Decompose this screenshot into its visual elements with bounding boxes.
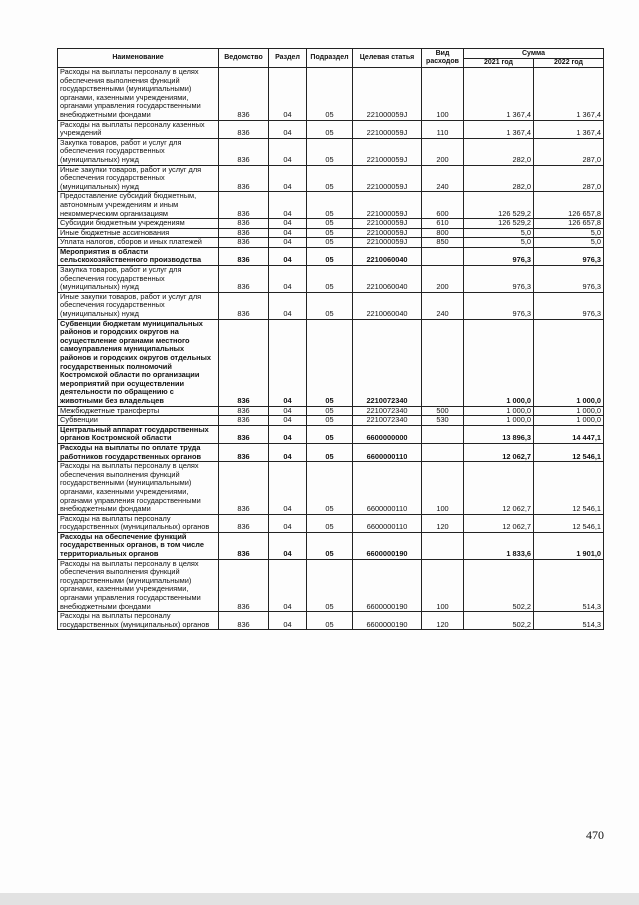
row-dept: 836 (219, 266, 269, 293)
row-target: 2210060040 (353, 292, 422, 319)
row-sum-2022: 287,0 (534, 138, 604, 165)
row-section: 04 (269, 219, 307, 229)
row-dept: 836 (219, 319, 269, 406)
row-subsection: 05 (307, 416, 353, 426)
row-target: 221000059J (353, 68, 422, 121)
row-sum-2022: 1 000,0 (534, 416, 604, 426)
row-target: 2210072340 (353, 416, 422, 426)
table-row (58, 165, 604, 192)
row-sum-2021: 12 062,7 (464, 443, 534, 461)
row-target: 6600000000 (353, 425, 422, 443)
row-section: 04 (269, 514, 307, 532)
row-subsection: 05 (307, 138, 353, 165)
table-row (58, 514, 604, 532)
row-target: 221000059J (353, 120, 422, 138)
row-subsection: 05 (307, 406, 353, 416)
row-dept: 836 (219, 192, 269, 219)
row-name: Расходы на выплаты персоналу государственных (муниципальных) органов (58, 612, 219, 630)
row-type (422, 425, 464, 443)
row-subsection: 05 (307, 68, 353, 121)
row-sum-2021: 126 529,2 (464, 192, 534, 219)
row-type: 200 (422, 266, 464, 293)
row-section: 04 (269, 138, 307, 165)
row-name: Расходы на выплаты персоналу в целях обеспечения выполнения функций государственными (муниципальными) органами, казенными учреждениями, органами управления государственными внебюджетными фондами (58, 68, 219, 121)
row-type: 500 (422, 406, 464, 416)
row-section: 04 (269, 192, 307, 219)
row-name: Расходы на выплаты персоналу в целях обеспечения выполнения функций государственными (муниципальными) органами, казенными учреждениями, органами управления государственными внебюджетными фондами (58, 559, 219, 612)
row-dept: 836 (219, 612, 269, 630)
row-sum-2021: 282,0 (464, 138, 534, 165)
row-sum-2022: 1 367,4 (534, 120, 604, 138)
row-sum-2021: 5,0 (464, 228, 534, 238)
row-target: 221000059J (353, 238, 422, 248)
row-sum-2021: 1 367,4 (464, 68, 534, 121)
row-subsection: 05 (307, 219, 353, 229)
row-subsection: 05 (307, 462, 353, 515)
row-section: 04 (269, 266, 307, 293)
table-row (58, 612, 604, 630)
table-row (58, 68, 604, 121)
row-target: 221000059J (353, 219, 422, 229)
row-subsection: 05 (307, 319, 353, 406)
row-name: Предоставление субсидий бюджетным, автономным учреждениям и иным некоммерческим организациям (58, 192, 219, 219)
row-type: 850 (422, 238, 464, 248)
row-sum-2022: 1 000,0 (534, 319, 604, 406)
row-type: 600 (422, 192, 464, 219)
row-sum-2021: 282,0 (464, 165, 534, 192)
row-dept: 836 (219, 292, 269, 319)
row-sum-2021: 502,2 (464, 559, 534, 612)
row-section: 04 (269, 292, 307, 319)
row-name: Закупка товаров, работ и услуг для обеспечения государственных (муниципальных) нужд (58, 138, 219, 165)
row-subsection: 05 (307, 192, 353, 219)
row-section: 04 (269, 559, 307, 612)
row-type: 610 (422, 219, 464, 229)
row-name: Расходы на выплаты по оплате труда работников государственных органов (58, 443, 219, 461)
row-sum-2022: 1 000,0 (534, 406, 604, 416)
scan-edge (0, 893, 639, 905)
table-row (58, 532, 604, 559)
row-subsection: 05 (307, 120, 353, 138)
row-dept: 836 (219, 238, 269, 248)
row-sum-2021: 13 896,3 (464, 425, 534, 443)
row-name: Субсидии бюджетным учреждениям (58, 219, 219, 229)
row-sum-2022: 5,0 (534, 228, 604, 238)
row-target: 6600000190 (353, 532, 422, 559)
row-dept: 836 (219, 425, 269, 443)
row-subsection: 05 (307, 247, 353, 265)
row-section: 04 (269, 228, 307, 238)
row-section: 04 (269, 120, 307, 138)
row-type: 120 (422, 514, 464, 532)
table-row (58, 120, 604, 138)
row-sum-2021: 976,3 (464, 292, 534, 319)
row-dept: 836 (219, 219, 269, 229)
table-body (58, 68, 604, 630)
page-number: 470 (586, 828, 604, 842)
row-section: 04 (269, 425, 307, 443)
row-section: 04 (269, 406, 307, 416)
table-row (58, 138, 604, 165)
row-sum-2022: 126 657,8 (534, 192, 604, 219)
row-subsection: 05 (307, 228, 353, 238)
row-name: Расходы на выплаты персоналу государственных (муниципальных) органов (58, 514, 219, 532)
table-row (58, 443, 604, 461)
table-row (58, 247, 604, 265)
row-section: 04 (269, 612, 307, 630)
row-type: 240 (422, 292, 464, 319)
row-target: 2210060040 (353, 266, 422, 293)
header-section: Раздел (269, 49, 307, 68)
row-dept: 836 (219, 532, 269, 559)
row-type: 110 (422, 120, 464, 138)
row-section: 04 (269, 443, 307, 461)
table-row (58, 238, 604, 248)
table-row (58, 416, 604, 426)
row-dept: 836 (219, 559, 269, 612)
row-target: 6600000110 (353, 514, 422, 532)
row-name: Иные бюджетные ассигнования (58, 228, 219, 238)
row-dept: 836 (219, 416, 269, 426)
row-section: 04 (269, 319, 307, 406)
row-target: 6600000110 (353, 443, 422, 461)
table-row (58, 228, 604, 238)
row-target: 2210072340 (353, 319, 422, 406)
row-section: 04 (269, 238, 307, 248)
table-row (58, 559, 604, 612)
row-sum-2022: 12 546,1 (534, 514, 604, 532)
budget-table (57, 48, 604, 630)
row-sum-2022: 287,0 (534, 165, 604, 192)
table-row (58, 462, 604, 515)
row-name: Расходы на обеспечение функций государственных органов, в том числе территориальных органов (58, 532, 219, 559)
row-sum-2021: 126 529,2 (464, 219, 534, 229)
row-type: 200 (422, 138, 464, 165)
row-sum-2022: 514,3 (534, 559, 604, 612)
row-sum-2022: 12 546,1 (534, 443, 604, 461)
header-year-2021: 2021 год (464, 59, 534, 68)
row-sum-2022: 12 546,1 (534, 462, 604, 515)
header-sum: Сумма (464, 49, 604, 59)
row-target: 2210072340 (353, 406, 422, 416)
row-name: Иные закупки товаров, работ и услуг для обеспечения государственных (муниципальных) нужд (58, 165, 219, 192)
row-sum-2021: 12 062,7 (464, 514, 534, 532)
row-subsection: 05 (307, 443, 353, 461)
row-sum-2021: 5,0 (464, 238, 534, 248)
row-section: 04 (269, 68, 307, 121)
header-name: Наименование (58, 49, 219, 68)
row-sum-2021: 502,2 (464, 612, 534, 630)
row-name: Закупка товаров, работ и услуг для обеспечения государственных (муниципальных) нужд (58, 266, 219, 293)
row-type: 800 (422, 228, 464, 238)
row-dept: 836 (219, 68, 269, 121)
row-subsection: 05 (307, 266, 353, 293)
row-type: 100 (422, 68, 464, 121)
row-name: Субвенции (58, 416, 219, 426)
row-section: 04 (269, 247, 307, 265)
row-subsection: 05 (307, 425, 353, 443)
row-dept: 836 (219, 165, 269, 192)
row-sum-2022: 1 367,4 (534, 68, 604, 121)
row-dept: 836 (219, 462, 269, 515)
row-type (422, 532, 464, 559)
header-subsection: Подраздел (307, 49, 353, 68)
header-dept: Ведомство (219, 49, 269, 68)
row-dept: 836 (219, 120, 269, 138)
row-sum-2022: 976,3 (534, 247, 604, 265)
row-target: 6600000190 (353, 559, 422, 612)
header-year-2022: 2022 год (534, 59, 604, 68)
row-dept: 836 (219, 138, 269, 165)
row-name: Межбюджетные трансферты (58, 406, 219, 416)
row-target: 221000059J (353, 165, 422, 192)
row-name: Центральный аппарат государственных органов Костромской области (58, 425, 219, 443)
row-name: Расходы на выплаты персоналу в целях обеспечения выполнения функций государственными (муниципальными) органами, казенными учреждениями, органами управления государственными внебюджетными фондами (58, 462, 219, 515)
row-target: 221000059J (353, 192, 422, 219)
table-row (58, 219, 604, 229)
row-sum-2021: 1 000,0 (464, 406, 534, 416)
row-sum-2022: 5,0 (534, 238, 604, 248)
row-sum-2022: 976,3 (534, 292, 604, 319)
table-row (58, 292, 604, 319)
row-section: 04 (269, 165, 307, 192)
row-sum-2022: 976,3 (534, 266, 604, 293)
row-sum-2021: 1 000,0 (464, 319, 534, 406)
row-type: 530 (422, 416, 464, 426)
row-type: 240 (422, 165, 464, 192)
row-section: 04 (269, 532, 307, 559)
row-type (422, 319, 464, 406)
row-dept: 836 (219, 228, 269, 238)
row-type: 100 (422, 559, 464, 612)
row-type (422, 247, 464, 265)
row-sum-2021: 12 062,7 (464, 462, 534, 515)
row-dept: 836 (219, 514, 269, 532)
row-subsection: 05 (307, 532, 353, 559)
row-subsection: 05 (307, 559, 353, 612)
row-target: 221000059J (353, 228, 422, 238)
row-sum-2022: 514,3 (534, 612, 604, 630)
row-target: 6600000110 (353, 462, 422, 515)
row-sum-2021: 976,3 (464, 266, 534, 293)
row-subsection: 05 (307, 514, 353, 532)
row-name: Расходы на выплаты персоналу казенных учреждений (58, 120, 219, 138)
header-target: Целевая статья (353, 49, 422, 68)
row-subsection: 05 (307, 292, 353, 319)
row-sum-2021: 1 367,4 (464, 120, 534, 138)
row-sum-2022: 1 901,0 (534, 532, 604, 559)
row-target: 2210060040 (353, 247, 422, 265)
row-subsection: 05 (307, 238, 353, 248)
row-type (422, 443, 464, 461)
row-name: Субвенции бюджетам муниципальных районов и городских округов на осуществление органами местного самоуправления муниципальных районов и городских округов отдельных государственных полномочий Костромской области по организации мероприятий при осуществлении деятельности по обращению с животными без владельцев (58, 319, 219, 406)
row-dept: 836 (219, 406, 269, 416)
table-row (58, 266, 604, 293)
header-exp-type: Вид расходов (422, 49, 464, 68)
row-dept: 836 (219, 443, 269, 461)
table-row (58, 319, 604, 406)
row-target: 221000059J (353, 138, 422, 165)
row-section: 04 (269, 416, 307, 426)
row-target: 6600000190 (353, 612, 422, 630)
row-name: Иные закупки товаров, работ и услуг для обеспечения государственных (муниципальных) нужд (58, 292, 219, 319)
row-type: 100 (422, 462, 464, 515)
row-sum-2021: 1 833,6 (464, 532, 534, 559)
table-row (58, 425, 604, 443)
row-subsection: 05 (307, 612, 353, 630)
row-sum-2021: 976,3 (464, 247, 534, 265)
row-name: Уплата налогов, сборов и иных платежей (58, 238, 219, 248)
row-dept: 836 (219, 247, 269, 265)
table-row (58, 192, 604, 219)
row-name: Мероприятия в области сельскохозяйственного производства (58, 247, 219, 265)
row-subsection: 05 (307, 165, 353, 192)
row-sum-2021: 1 000,0 (464, 416, 534, 426)
table-row (58, 406, 604, 416)
row-type: 120 (422, 612, 464, 630)
row-section: 04 (269, 462, 307, 515)
row-sum-2022: 126 657,8 (534, 219, 604, 229)
row-sum-2022: 14 447,1 (534, 425, 604, 443)
